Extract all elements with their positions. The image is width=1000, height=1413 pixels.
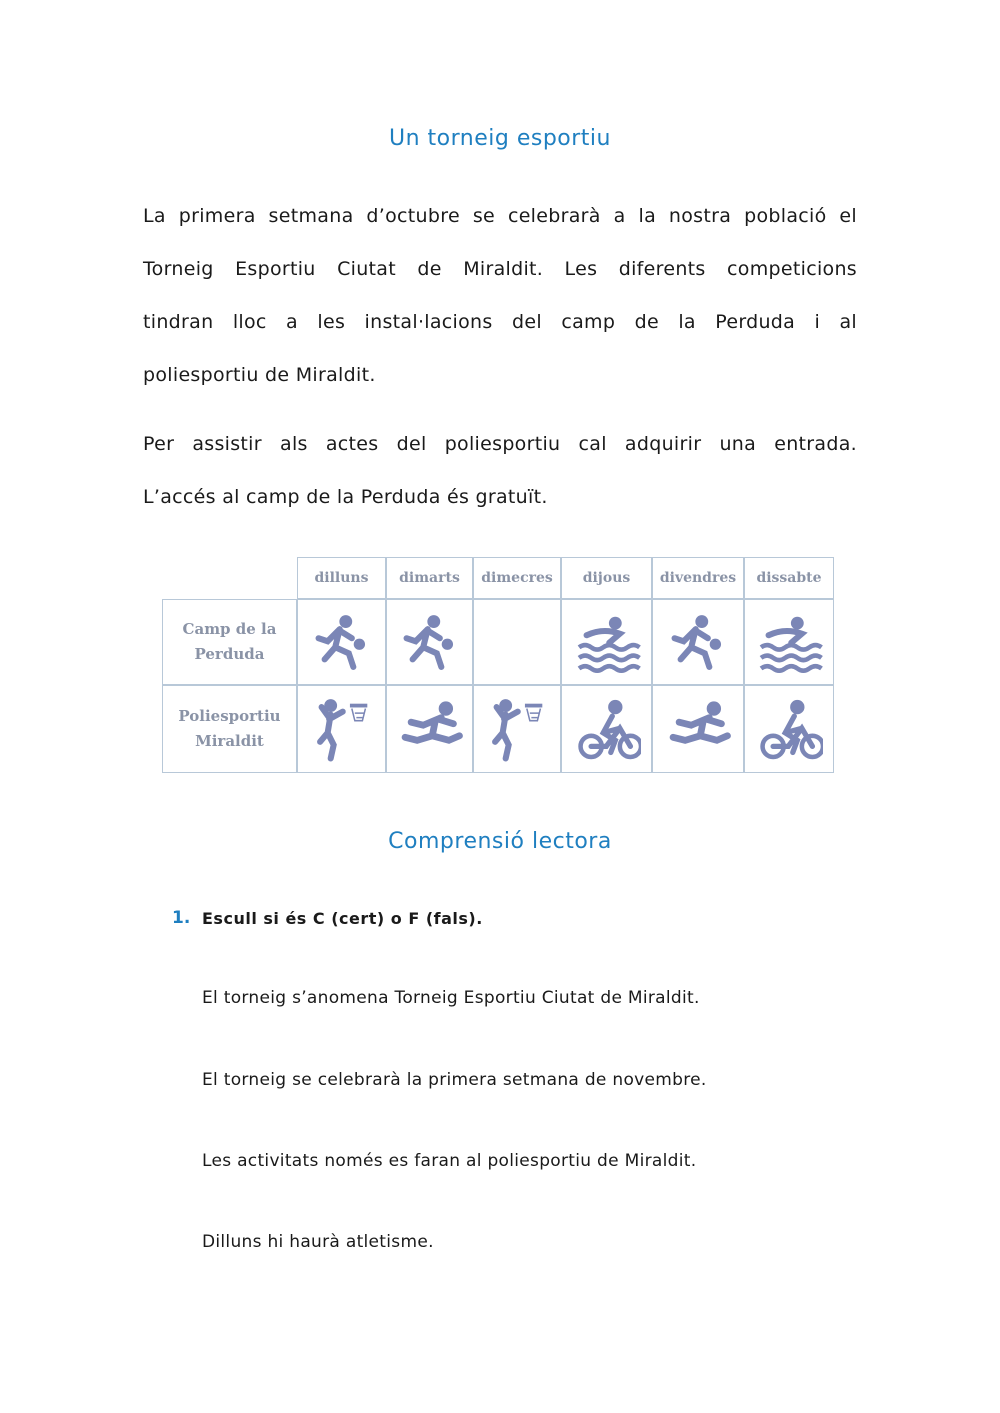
athletics-icon [308, 608, 376, 676]
venue-header [162, 685, 297, 773]
basketball-icon [308, 695, 376, 763]
paragraph-line: Torneig Esportiu Ciutat de Miraldit. Les diferents competicions [143, 258, 857, 280]
venue-name-line1: Camp de la [182, 620, 277, 638]
paragraph-line: poliesportiu de Miraldit. [143, 364, 376, 386]
basketball-icon [483, 695, 551, 763]
day-header-dimecres: dimecres [473, 557, 561, 599]
intro-paragraph [143, 202, 857, 414]
activity-cell [473, 685, 561, 773]
activity-cell [386, 685, 473, 773]
athletics-icon [396, 608, 464, 676]
swimming-icon [573, 608, 641, 676]
swimming-icon [755, 608, 823, 676]
venue-name-line1: Poliesportiu [178, 707, 281, 725]
activity-cell [744, 685, 834, 773]
activity-cell [652, 599, 744, 685]
statement-4[interactable]: Dilluns hi haurà atletisme. [202, 1232, 434, 1252]
statement-3[interactable]: Les activitats només es faran al poliesportiu de Miraldit. [202, 1151, 697, 1171]
skating-icon [664, 695, 732, 763]
statement-2[interactable]: El torneig se celebrarà la primera setmana de novembre. [202, 1070, 707, 1090]
paragraph-line: Per assistir als actes del poliesportiu cal adquirir una entrada. [143, 433, 857, 455]
statement-1[interactable]: El torneig s’anomena Torneig Esportiu Ciutat de Miraldit. [202, 988, 700, 1008]
venue-name-line2: Perduda [194, 645, 265, 663]
activity-cell [561, 599, 652, 685]
page-title: Un torneig esportiu [389, 126, 611, 151]
exercise-number: 1. [172, 908, 191, 928]
section-title: Comprensió lectora [388, 829, 612, 854]
activity-cell [473, 599, 561, 685]
paragraph-line: L’accés al camp de la Perduda és gratuït. [143, 486, 548, 508]
paragraph-line: tindran lloc a les instal·lacions del camp de la Perduda i al [143, 311, 857, 333]
activity-cell [386, 599, 473, 685]
venue-header [162, 599, 297, 685]
activity-cell [297, 685, 386, 773]
cycling-icon [755, 695, 823, 763]
day-header-divendres: divendres [652, 557, 744, 599]
athletics-icon [664, 608, 732, 676]
activity-cell [297, 599, 386, 685]
activity-cell [652, 685, 744, 773]
cycling-icon [573, 695, 641, 763]
venue-name-line2: Miraldit [195, 732, 264, 750]
paragraph-line: La primera setmana d’octubre se celebrarà a la nostra població el [143, 205, 857, 227]
day-header-dissabte: dissabte [744, 557, 834, 599]
activity-cell [744, 599, 834, 685]
day-header-dijous: dijous [561, 557, 652, 599]
day-header-dimarts: dimarts [386, 557, 473, 599]
access-paragraph [143, 430, 857, 536]
activity-cell [561, 685, 652, 773]
day-header-dilluns: dilluns [297, 557, 386, 599]
schedule-table [162, 557, 834, 773]
skating-icon [396, 695, 464, 763]
exercise-instruction: Escull si és C (cert) o F (fals). [202, 909, 483, 928]
